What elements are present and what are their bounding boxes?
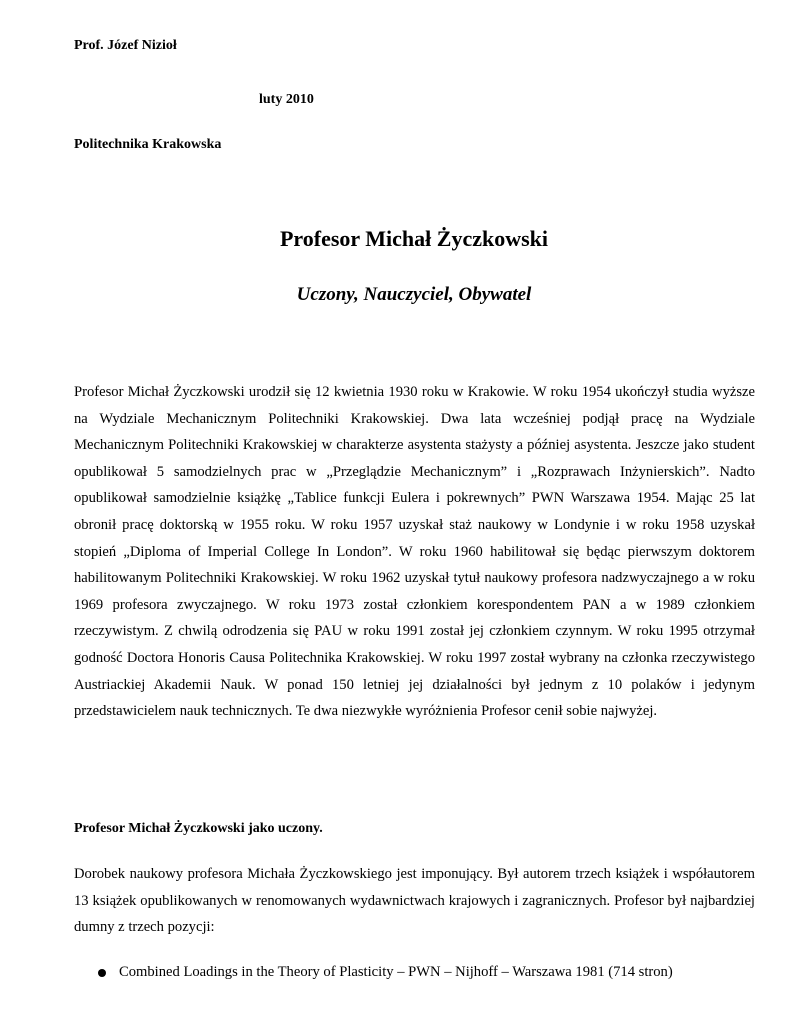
publication-list — [98, 959, 755, 986]
document-subtitle: Uczony, Nauczyciel, Obywatel — [296, 284, 532, 305]
document-date: luty 2010 — [259, 92, 314, 107]
bullet-icon — [98, 969, 106, 977]
document-title: Profesor Michał Życzkowski — [279, 226, 549, 251]
biography-paragraph: Profesor Michał Życzkowski urodził się 12 kwietnia 1930 roku w Krakowie. W roku 1954 ukończył studia wyższe na Wydziale Mechanicznym Politechniki Krakowskiej. Dwa lata wcześniej podjął pracę na Wydziale Mechanicznym Politechniki Krakowskiej w charakterze asystenta stażysty a później asystenta. Jeszcze jako student opublikował 5 samodzielnych prac w „Przeglądzie Mechanicznym” i „Rozprawach Inżynierskich”. Nadto opublikował samodzielnie książkę „Tablice funkcji Eulera i pokrewnych” PWN Warszawa 1954. Mając 25 lat obronił pracę doktorską w 1955 roku. W roku 1957 uzyskał staż naukowy w Londynie i w roku 1958 uzyskał stopień „Diploma of Imperial College In London”. W roku 1960 habilitował się będąc pierwszym doktorem habilitowanym Politechniki Krakowskiej. W roku 1962 uzyskał tytuł naukowy profesora nadzwyczajnego a w roku 1969 profesora zwyczajnego. W roku 1973 został członkiem korespondentem PAN a w 1989 członkiem rzeczywistym. Z chwilą odrodzenia się PAU w roku 1991 został jej członkiem czynnym. W roku 1995 otrzymał godność Doctora Honoris Causa Politechnika Krakowskiej. W roku 1997 został wybrany na członka rzeczywistego Austriackiej Akademii Nauk. W ponad 150 letniej jej działalności był jednym z 10 polaków i jedynym przedstawicielem nauk technicznych. Te dwa niezwykłe wyróżnienia Profesor cenił sobie najwyżej. — [74, 384, 755, 720]
section-heading: Profesor Michał Życzkowski jako uczony. — [74, 821, 323, 836]
list-item-text: Combined Loadings in the Theory of Plasticity – PWN – Nijhoff – Warszawa 1981 (714 stron) — [119, 964, 673, 980]
author-name: Prof. Józef Nizioł — [74, 38, 177, 53]
achievements-paragraph: Dorobek naukowy profesora Michała Życzkowskiego jest imponujący. Był autorem trzech książek i współautorem 13 książek opublikowanych w renomowanych wydawnictwach krajowych i zagranicznych. Profesor był najbardziej dumny z trzech pozycji: — [74, 866, 755, 936]
institution-name: Politechnika Krakowska — [74, 137, 222, 152]
list-item — [98, 959, 755, 986]
